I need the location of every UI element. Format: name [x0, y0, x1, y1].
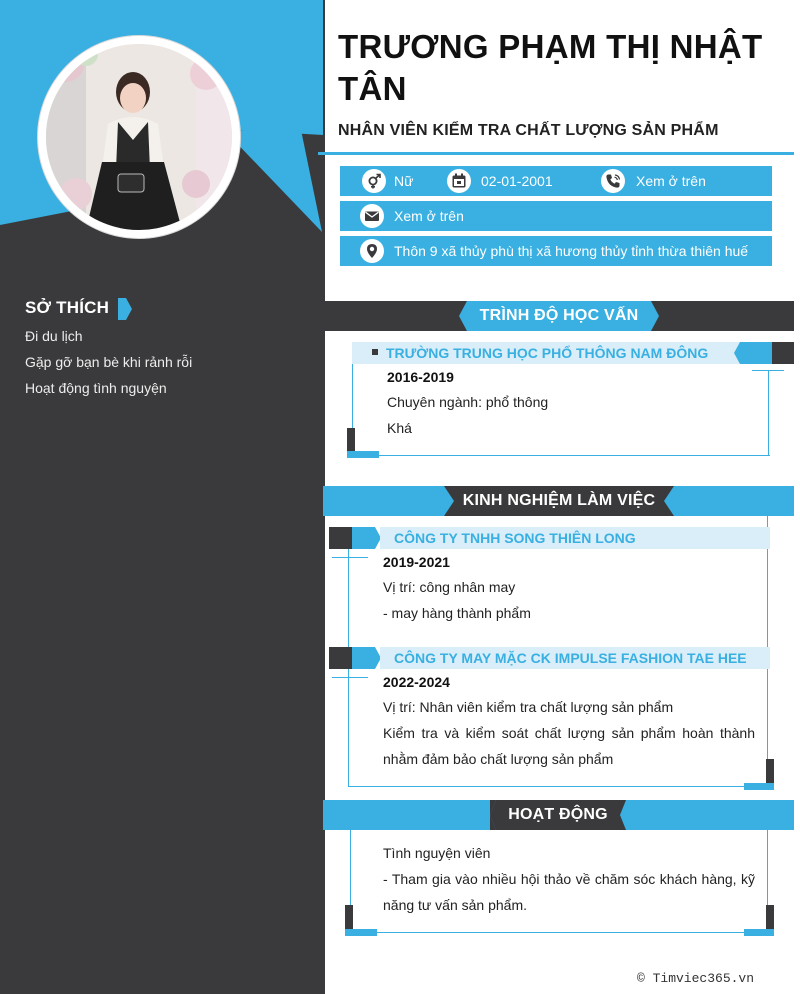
gender-icon [362, 169, 386, 193]
email-icon [360, 204, 384, 228]
job-position: Vị trí: công nhân may [383, 579, 516, 595]
job-description: Kiểm tra và kiểm soát chất lượng sản phẩm hoàn thành nhằm đảm bảo chất lượng sản phẩm [383, 725, 755, 767]
contact-row [340, 166, 772, 196]
entry-tab [329, 527, 381, 549]
hobbies-heading: SỞ THÍCH [25, 298, 110, 317]
frame-line [752, 370, 784, 371]
divider [318, 152, 794, 155]
company-name: CÔNG TY TNHH SONG THIÊN LONG [380, 527, 770, 549]
list-item: Đi du lịch [25, 328, 83, 344]
candidate-name: TRƯƠNG PHẠM THỊ NHẬT TÂN [338, 28, 763, 107]
list-item: Hoạt động tình nguyện [25, 380, 167, 396]
activities-heading: HOẠT ĐỘNG [508, 806, 608, 823]
education-major: Chuyên ngành: phổ thông [387, 394, 549, 410]
frame-corner [347, 428, 355, 452]
birthday-value: 02-01-2001 [481, 173, 553, 189]
phone-icon [601, 169, 625, 193]
chevron-right-icon [118, 298, 132, 320]
frame-line [352, 455, 770, 456]
job-position: Vị trí: Nhân viên kiểm tra chất lượng sản phẩm [383, 699, 674, 715]
phone-value: Xem ở trên [636, 173, 706, 189]
frame-corner [347, 451, 379, 458]
calendar-icon [447, 169, 471, 193]
experience-heading: KINH NGHIỆM LÀM VIỆC [462, 492, 656, 509]
school-name: TRƯỜNG TRUNG HỌC PHỔ THÔNG NAM ĐÔNG [352, 342, 742, 364]
job-title: NHÂN VIÊN KIỂM TRA CHẤT LƯỢNG SẢN PHẨM [338, 122, 719, 139]
footer-credit: © Timviec365.vn [637, 971, 755, 986]
bullet-icon [372, 349, 378, 355]
frame-line [332, 677, 368, 678]
frame-corner [345, 929, 377, 936]
job-description: - may hàng thành phẩm [383, 605, 531, 621]
activity-role: Tình nguyện viên [383, 845, 491, 861]
entry-tab [329, 647, 381, 669]
frame-line [350, 932, 768, 933]
contact-row [340, 201, 772, 231]
frame-corner [345, 905, 353, 931]
education-years: 2016-2019 [387, 369, 454, 385]
list-item: Gặp gỡ bạn bè khi rảnh rỗi [25, 354, 193, 370]
job-years: 2019-2021 [383, 554, 450, 570]
frame-corner [744, 783, 774, 790]
education-heading: TRÌNH ĐỘ HỌC VẤN [479, 307, 639, 324]
frame-line [332, 557, 368, 558]
activity-description: - Tham gia vào nhiều hội thảo về chăm sóc khách hàng, kỹ năng tư vấn sản phẩm. [383, 871, 755, 913]
company-name: CÔNG TY MAY MẶC CK IMPULSE FASHION TAE HEE [380, 647, 770, 669]
entry-tab [734, 342, 794, 364]
job-years: 2022-2024 [383, 674, 450, 690]
address-value: Thôn 9 xã thủy phù thị xã hương thủy tỉnh thừa thiên huế [394, 243, 749, 259]
frame-corner [744, 929, 774, 936]
contact-row [340, 236, 772, 266]
frame-line [348, 786, 768, 787]
location-pin-icon [360, 239, 384, 263]
avatar [46, 44, 232, 230]
frame-corner [766, 905, 774, 931]
frame-line [768, 370, 769, 455]
gender-value: Nữ [394, 173, 414, 189]
hobby-list [25, 326, 192, 404]
email-value: Xem ở trên [394, 208, 464, 224]
education-grade: Khá [387, 420, 412, 436]
